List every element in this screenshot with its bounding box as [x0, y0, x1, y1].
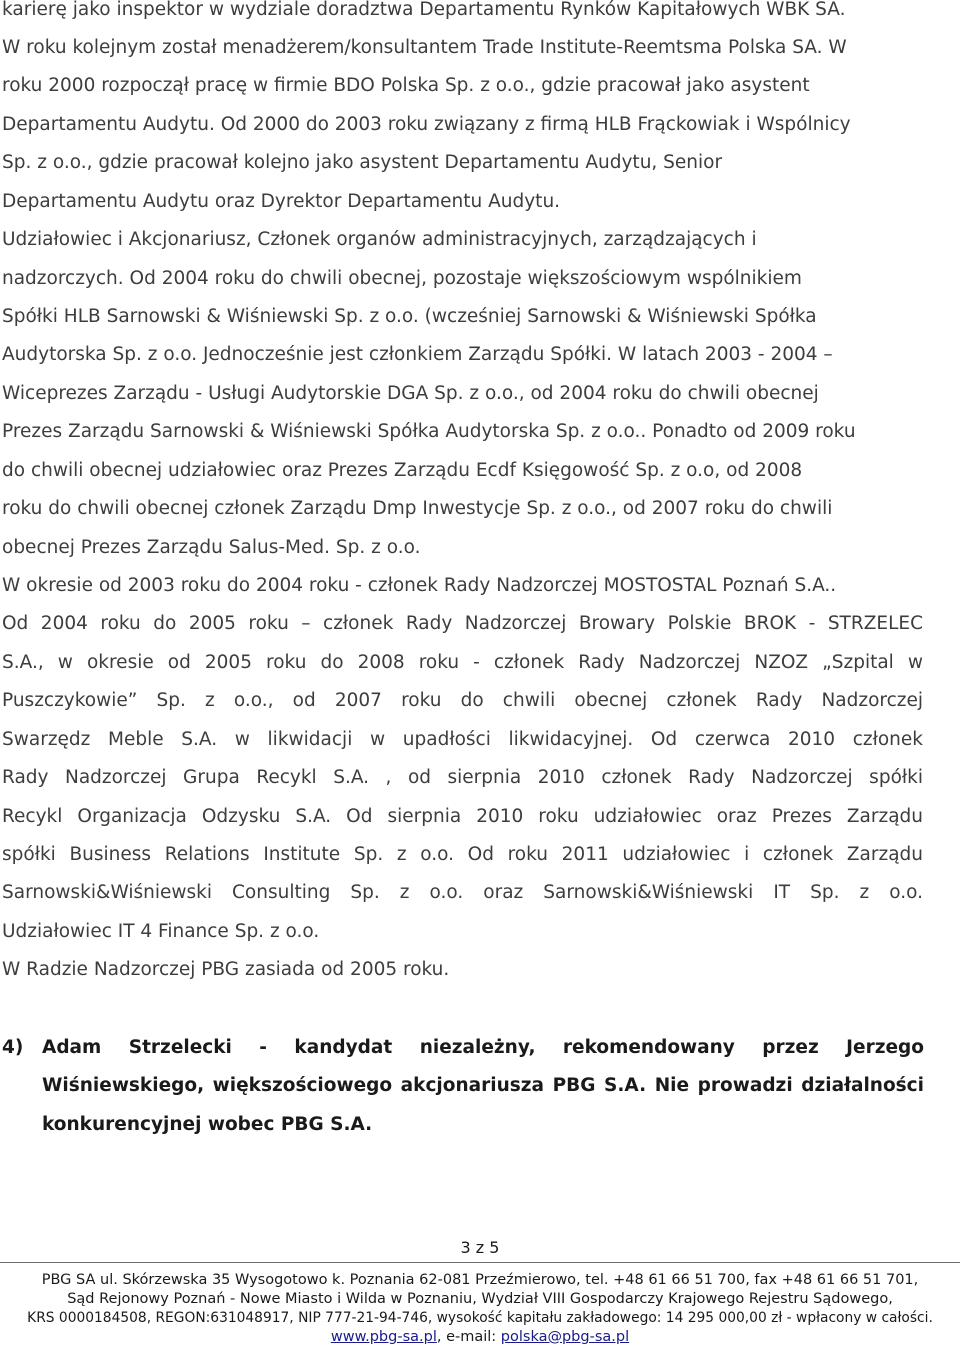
body-line: do chwili obecnej udziałowiec oraz Prezes Zarządu Ecdf Księgowość Sp. z o.o, od 2008: [2, 460, 803, 481]
body-line: Recykl Organizacja Odzysku S.A. Od sierpnia 2010 roku udziałowiec oraz Prezes Zarządu: [2, 806, 923, 827]
body-line: roku do chwili obecnej członek Zarządu Dmp Inwestycje Sp. z o.o., od 2007 roku do chwili: [2, 498, 833, 519]
body-line: Sp. z o.o., gdzie pracował kolejno jako asystent Departamentu Audytu, Senior: [2, 152, 723, 173]
body-line: Udziałowiec IT 4 Finance Sp. z o.o.: [2, 921, 320, 942]
body-line: Prezes Zarządu Sarnowski & Wiśniewski Spółka Audytorska Sp. z o.o.. Ponadto od 2009 roku: [2, 421, 856, 442]
heading-line: konkurencyjnej wobec PBG S.A.: [42, 1114, 373, 1135]
body-line: Puszczykowie” Sp. z o.o., od 2007 roku do chwili obecnej członek Rady Nadzorczej: [2, 690, 923, 711]
body-line: obecnej Prezes Zarządu Salus-Med. Sp. z o.o.: [2, 537, 421, 558]
body-line: W okresie od 2003 roku do 2004 roku - członek Rady Nadzorczej MOSTOSTAL Poznań S.A..: [2, 575, 837, 596]
body-line: nadzorczych. Od 2004 roku do chwili obecnej, pozostaje większościowym wspólnikiem: [2, 268, 802, 289]
body-line: Rady Nadzorczej Grupa Recykl S.A. , od sierpnia 2010 członek Rady Nadzorczej spółki: [2, 767, 923, 788]
body-line: roku 2000 rozpoczął pracę w firmie BDO Polska Sp. z o.o., gdzie pracował jako asystent: [2, 75, 810, 96]
heading-number: 4): [2, 1037, 24, 1058]
heading-line: Adam Strzelecki - kandydat niezależny, rekomendowany przez Jerzego: [42, 1037, 924, 1058]
page-number: 3 z 5: [460, 1238, 500, 1257]
footer-divider: [0, 1262, 960, 1263]
email-label: , e-mail:: [436, 1329, 501, 1345]
footer-contact: [0, 1328, 960, 1346]
footer-address: PBG SA ul. Skórzewska 35 Wysogotowo k. Poznania 62-081 Przeźmierowo, tel. +48 61 66 51 700, fax +48 61 66 51 701,: [41, 1272, 919, 1288]
email-link[interactable]: polska@pbg-sa.pl: [500, 1329, 630, 1345]
body-line: Sarnowski&Wiśniewski Consulting Sp. z o.o. oraz Sarnowski&Wiśniewski IT Sp. z o.o.: [2, 882, 923, 903]
body-line: Audytorska Sp. z o.o. Jednocześnie jest członkiem Zarządu Spółki. W latach 2003 - 2004 –: [2, 344, 833, 365]
body-line: karierę jako inspektor w wydziale doradztwa Departamentu Rynków Kapitałowych WBK SA.: [2, 0, 846, 20]
body-line: Departamentu Audytu. Od 2000 do 2003 roku związany z firmą HLB Frąckowiak i Wspólnicy: [2, 114, 851, 135]
body-line: spółki Business Relations Institute Sp. z o.o. Od roku 2011 udziałowiec i członek Zarządu: [2, 844, 923, 865]
footer-court: Sąd Rejonowy Poznań - Nowe Miasto i Wilda w Poznaniu, Wydział VIII Gospodarczy Krajowego Rejestru Sądowego,: [67, 1291, 893, 1307]
website-link[interactable]: www.pbg-sa.pl: [330, 1329, 437, 1345]
footer-registry: KRS 0000184508, REGON:631048917, NIP 777-21-94-746, wysokość kapitału zakładowego: 14 295 000,00 zł - wpłacony w całości.: [27, 1310, 933, 1326]
body-line: Od 2004 roku do 2005 roku – członek Rady Nadzorczej Browary Polskie BROK - STRZELEC: [2, 613, 923, 634]
body-line: S.A., w okresie od 2005 roku do 2008 roku - członek Rady Nadzorczej NZOZ „Szpital w: [2, 652, 923, 673]
body-line: Udziałowiec i Akcjonariusz, Członek organów administracyjnych, zarządzających i: [2, 229, 757, 250]
body-line: Departamentu Audytu oraz Dyrektor Departamentu Audytu.: [2, 191, 561, 212]
body-line: Swarzędz Meble S.A. w likwidacji w upadłości likwidacyjnej. Od czerwca 2010 członek: [2, 729, 923, 750]
body-line: Wiceprezes Zarządu - Usługi Audytorskie DGA Sp. z o.o., od 2004 roku do chwili obecnej: [2, 383, 819, 404]
body-line: Spółki HLB Sarnowski & Wiśniewski Sp. z o.o. (wcześniej Sarnowski & Wiśniewski Spółka: [2, 306, 817, 327]
body-line: W roku kolejnym został menadżerem/konsultantem Trade Institute-Reemtsma Polska SA. W: [2, 37, 847, 58]
body-line: W Radzie Nadzorczej PBG zasiada od 2005 roku.: [2, 959, 450, 980]
heading-line: Wiśniewskiego, większościowego akcjonariusza PBG S.A. Nie prowadzi działalności: [42, 1075, 924, 1096]
